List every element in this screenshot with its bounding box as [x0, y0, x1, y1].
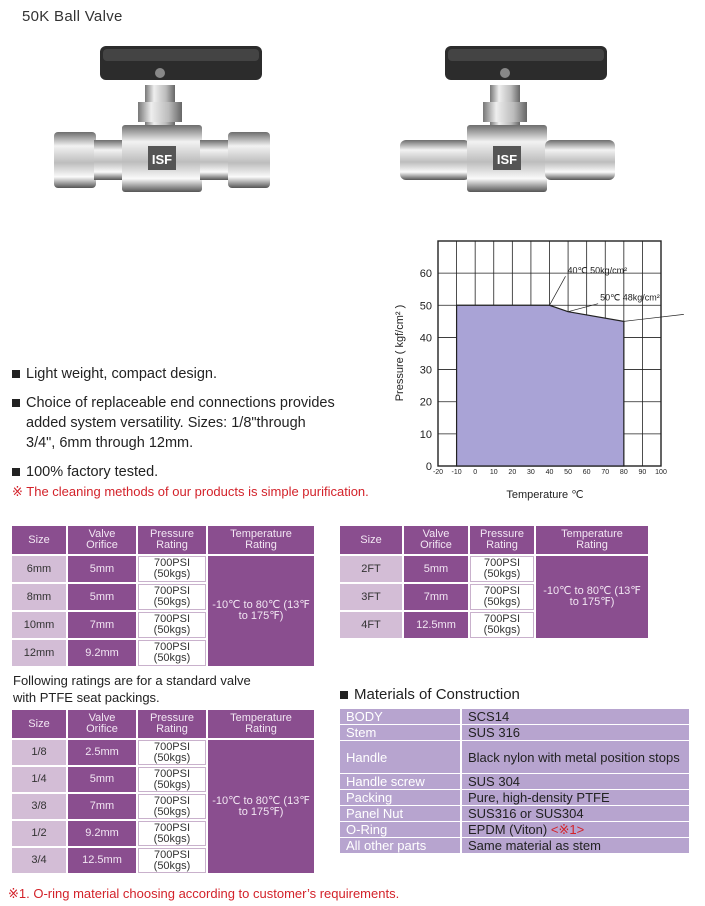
table-cell: 5mm — [68, 767, 136, 792]
x-tick-label: 30 — [527, 469, 535, 476]
footnote: ※1. O-ring material choosing according to customer’s requirements. — [8, 886, 400, 901]
table-row — [340, 709, 689, 724]
x-tick-label: 90 — [638, 469, 647, 476]
table-cell: 700PSI (50kgs) — [470, 584, 534, 610]
material-cell: EPDM (Viton) <※1> — [460, 822, 689, 837]
col-header: Size — [340, 526, 402, 554]
part-cell: O-Ring — [340, 822, 460, 837]
oring-note-ref: <※1> — [550, 822, 585, 837]
isf-logo-text: ISF — [151, 152, 173, 167]
col-header: Size — [12, 710, 66, 738]
temp-rating-cell: -10℃ to 80℃ (13℉ to 175℉) — [208, 556, 314, 666]
y-axis-label: Pressure ( kgf/cm² ) — [394, 304, 406, 402]
bullet-icon — [340, 691, 348, 699]
col-header: Valve Orifice — [404, 526, 468, 554]
table-cell: 12mm — [12, 640, 66, 666]
materials-heading: Materials of Construction — [340, 686, 520, 703]
table-cell: 1/4 — [12, 767, 66, 792]
table-cell: 6mm — [12, 556, 66, 582]
x-tick-label: 60 — [582, 469, 591, 476]
part-cell: Handle — [340, 741, 460, 773]
pressure-temperature-chart — [385, 235, 685, 505]
bullet-icon — [12, 468, 20, 476]
part-cell: All other parts — [340, 838, 460, 853]
table-cell: 10mm — [12, 612, 66, 638]
table-cell: 8mm — [12, 584, 66, 610]
table-row — [340, 838, 689, 853]
col-header: Pressure Rating — [138, 710, 206, 738]
col-header: Pressure Rating — [138, 526, 206, 554]
material-cell: SUS 316 — [460, 725, 689, 740]
table-cell: 700PSI (50kgs) — [138, 848, 206, 873]
page-title: 50K Ball Valve — [22, 8, 123, 25]
part-cell: Stem — [340, 725, 460, 740]
x-tick-label: -20 — [432, 469, 444, 476]
part-cell: Packing — [340, 790, 460, 805]
bullet-icon — [12, 399, 20, 407]
temp-rating-cell: -10℃ to 80℃ (13℉ to 175℉) — [208, 740, 314, 873]
bullet-icon — [12, 370, 20, 378]
material-cell: SUS 304 — [460, 774, 689, 789]
x-tick-label: 0 — [473, 469, 478, 476]
temp-rating-cell: -10℃ to 80℃ (13℉ to 175℉) — [536, 556, 648, 638]
y-tick-label: 0 — [425, 461, 432, 473]
y-tick-label: 30 — [419, 364, 432, 377]
table-cell: 700PSI (50kgs) — [470, 612, 534, 638]
table-cell: 5mm — [404, 556, 468, 582]
spec-table-inch — [10, 708, 316, 875]
y-tick-label: 60 — [419, 268, 432, 281]
table-row — [340, 822, 689, 837]
table-cell: 700PSI (50kgs) — [470, 556, 534, 582]
table-cell: 700PSI (50kgs) — [138, 794, 206, 819]
materials-table — [340, 708, 689, 854]
table-cell: 1/2 — [12, 821, 66, 846]
x-tick-label: 100 — [655, 469, 667, 476]
part-cell: BODY — [340, 709, 460, 724]
x-tick-label: -10 — [451, 469, 462, 476]
ball-valve-fittings-image — [50, 40, 295, 195]
table-cell: 9.2mm — [68, 821, 136, 846]
table-cell: 12.5mm — [404, 612, 468, 638]
table-cell: 9.2mm — [68, 640, 136, 666]
table-cell: 700PSI (50kgs) — [138, 612, 206, 638]
col-header: Temperature Rating — [536, 526, 648, 554]
annotation-label: 40℃ 50kg/cm² — [567, 265, 628, 276]
table-cell: 700PSI (50kgs) — [138, 767, 206, 792]
x-tick-labels — [433, 469, 667, 476]
pressure-area — [457, 305, 624, 466]
table-cell: 2.5mm — [68, 740, 136, 765]
table-cell: 3/4 — [12, 848, 66, 873]
table-cell: 700PSI (50kgs) — [138, 740, 206, 765]
table-cell: 3/8 — [12, 794, 66, 819]
table-cell: 12.5mm — [68, 848, 136, 873]
feature-item: 100% factory tested. — [12, 462, 402, 482]
table-cell: 1/8 — [12, 740, 66, 765]
y-tick-label: 50 — [419, 300, 432, 313]
table-cell: 7mm — [68, 794, 136, 819]
table-row — [340, 725, 689, 740]
y-tick-label: 10 — [419, 428, 432, 441]
table-cell: 4FT — [340, 612, 402, 638]
annotation-label: 50℃ 48kg/cm² — [600, 292, 660, 303]
cleaning-note: ※ The cleaning methods of our products is simple purification. — [12, 484, 369, 499]
material-cell: Same material as stem — [460, 838, 689, 853]
material-cell: Black nylon with metal position stops — [460, 741, 689, 773]
ptfe-note: Following ratings are for a standard valve with PTFE seat packings. — [13, 673, 251, 705]
table-cell: 5mm — [68, 584, 136, 610]
feature-list — [12, 364, 402, 491]
y-tick-labels — [420, 268, 432, 473]
x-tick-label: 40 — [545, 469, 554, 476]
col-header: Temperature Rating — [208, 526, 314, 554]
table-cell: 3FT — [340, 584, 402, 610]
x-tick-label: 70 — [601, 469, 610, 476]
feature-item: Choice of replaceable end connections provides added system versatility. Sizes: 1/8"through 3/4", 6mm through 12mm. — [12, 393, 402, 453]
table-cell: 2FT — [340, 556, 402, 582]
feature-item: Light weight, compact design. — [12, 364, 402, 384]
x-tick-label: 20 — [508, 469, 517, 476]
col-header: Temperature Rating — [208, 710, 314, 738]
part-cell: Handle screw — [340, 774, 460, 789]
table-row — [340, 741, 689, 773]
ball-valve-stubs-image — [395, 40, 630, 195]
y-tick-label: 20 — [419, 396, 432, 409]
x-axis-label: Temperature ℃ — [506, 489, 584, 501]
isf-logo-text-2: ISF — [496, 152, 518, 167]
col-header: Pressure Rating — [470, 526, 534, 554]
table-row — [340, 790, 689, 805]
table-cell: 700PSI (50kgs) — [138, 821, 206, 846]
x-tick-label: 50 — [564, 469, 572, 476]
table-cell: 700PSI (50kgs) — [138, 556, 206, 582]
part-cell: Panel Nut — [340, 806, 460, 821]
x-tick-label: 80 — [619, 469, 628, 476]
material-cell: Pure, high-density PTFE — [460, 790, 689, 805]
col-header: Size — [12, 526, 66, 554]
table-row — [340, 806, 689, 821]
table-row — [340, 774, 689, 789]
col-header: Valve Orifice — [68, 710, 136, 738]
table-cell: 7mm — [68, 612, 136, 638]
x-tick-label: 10 — [489, 469, 498, 476]
material-cell: SUS316 or SUS304 — [460, 806, 689, 821]
y-tick-label: 40 — [419, 332, 432, 345]
table-cell: 5mm — [68, 556, 136, 582]
table-cell: 700PSI (50kgs) — [138, 640, 206, 666]
table-cell: 700PSI (50kgs) — [138, 584, 206, 610]
col-header: Valve Orifice — [68, 526, 136, 554]
spec-table-mm — [10, 524, 316, 668]
material-cell: SCS14 — [460, 709, 689, 724]
spec-table-ft — [338, 524, 650, 640]
table-cell: 7mm — [404, 584, 468, 610]
